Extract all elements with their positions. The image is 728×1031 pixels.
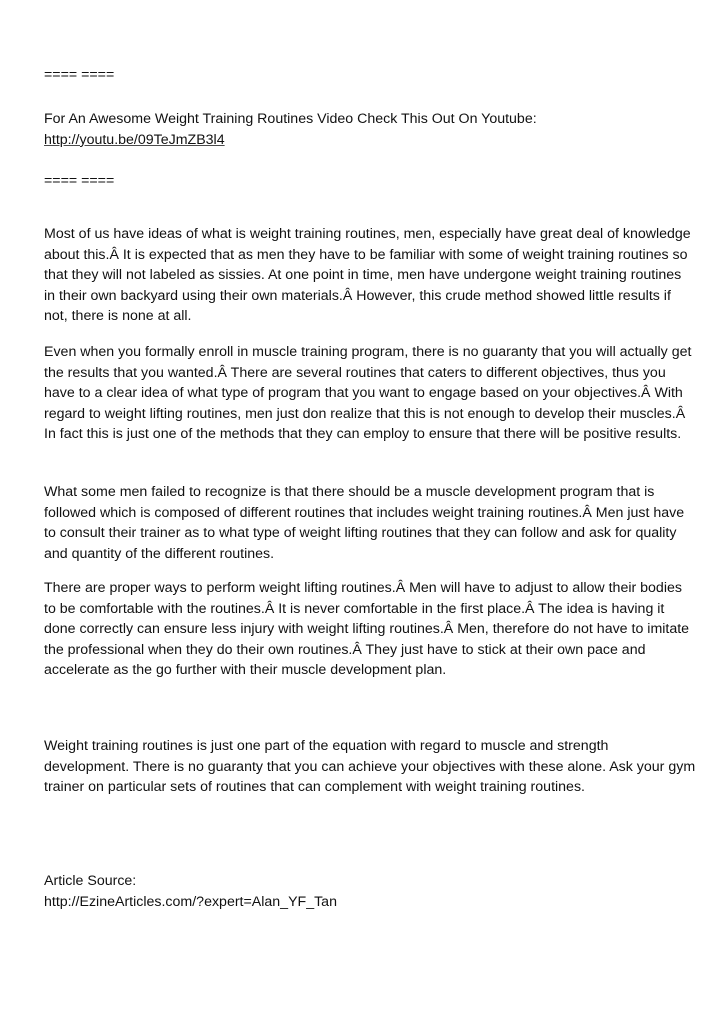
paragraph-4: There are proper ways to perform weight lifting routines.Â Men will have to adjust to allow their bodies to be comfortable with the routines.Â It is never comfortable in the first place.Â The idea is having it done correctly can ensure less injury with weight lifting routines.Â Men, therefore do not have to imitate the professional when they do their own routines.Â They just have to stick at their own pace and accelerate as the go further with their muscle development plan.: [44, 580, 690, 679]
paragraph-2: Even when you formally enroll in muscle training program, there is no guaranty that you will actually get the results that you wanted.Â There are several routines that caters to different objectives, thus you have to a clear idea of what type of program that you want to engage based on your objectives.Â With regard to weight lifting routines, men just don realize that this is not enough to develop their muscles.Â In fact this is just one of the methods that they can employ to ensure that there will be positive results.: [44, 344, 692, 443]
article-source-label: Article Source:: [44, 873, 137, 889]
paragraph-3: What some men failed to recognize is that there should be a muscle development program that is followed which is composed of different routines that includes weight training routines.Â Men just have to consult their trainer as to what type of weight lifting routines that they can follow and ask for quality and quantity of the different routines.: [44, 484, 685, 562]
youtube-link[interactable]: http://youtu.be/09TeJmZB3l4: [44, 131, 225, 148]
paragraph-5: Weight training routines is just one part of the equation with regard to muscle and strength development. There is no guaranty that you can achieve your objectives with these alone. Ask your gym trainer on particular sets of routines that can complement with weight training routines.: [44, 738, 696, 796]
promo-block: [44, 109, 696, 150]
separator-top: ==== ====: [44, 67, 115, 83]
separator-bottom: ==== ====: [44, 173, 115, 189]
paragraph-1: Most of us have ideas of what is weight training routines, men, especially have great deal of knowledge about this.Â It is expected that as men they have to be familiar with some of weight training routines so that they will not labeled as sissies. At one point in time, men have undergone weight training routines in their own backyard using their own materials.Â However, this crude method showed little results if not, there is none at all.: [44, 226, 691, 325]
article-source-link[interactable]: http://EzineArticles.com/?expert=Alan_YF_Tan: [44, 893, 337, 910]
article-source: [44, 871, 696, 912]
promo-text: For An Awesome Weight Training Routines Video Check This Out On Youtube:: [44, 111, 537, 127]
